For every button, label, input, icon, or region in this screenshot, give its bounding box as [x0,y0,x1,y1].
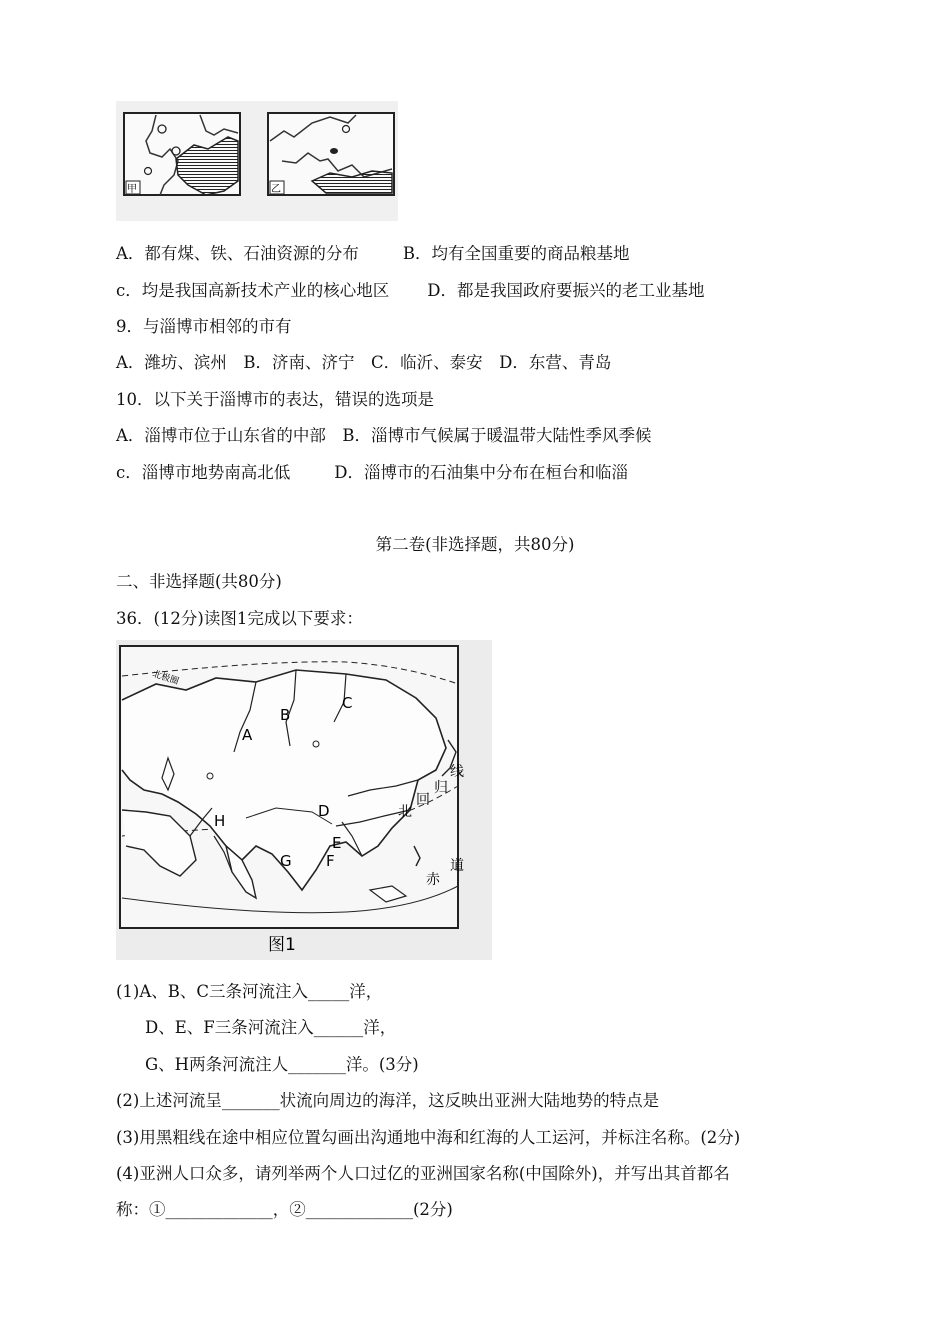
river-label-c: C [342,694,353,712]
tropic-label-hui: 回 [416,792,430,808]
equator-label-chi: 赤 [426,872,440,888]
map-caption: 图1 [268,935,296,955]
q9-options: A．潍坊、滨州 B．济南、济宁 C．临沂、泰安 D．东营、青岛 [116,353,612,372]
equator-label-dao: 道 [450,858,464,874]
tropic-label-bei: 北 [398,804,412,820]
q10-options-row1: A．淄博市位于山东省的中部 B．淄博市气候属于暖温带大陆性季风季候 [116,426,652,445]
inset-map-jia [124,113,240,195]
part2-title: 第二卷(非选择题，共80分) [375,535,575,554]
q36-part4-line1: (4)亚洲人口众多，请列举两个人口过亿的亚洲国家名称(中国除外)，并写出其首都名 [116,1164,730,1183]
q10-options-row2 [116,463,628,483]
q10-option-d: D．淄博市的石油集中分布在桓台和临淄 [334,463,628,482]
river-label-f: F [326,852,335,870]
river-label-e: E [332,834,342,852]
q36-part2: (2)上述河流呈_______状流向周边的海洋，这反映出亚洲大陆地势的特点是 [116,1091,660,1110]
tropic-label-xian: 线 [450,764,464,780]
q36-part1-line1: (1)A、B、C三条河流注入_____洋， [116,982,383,1001]
map-figure-jia-yi [116,101,398,221]
asia-river-map [116,640,492,960]
inset-label-jia: 甲 [127,184,137,195]
q8-option-a: A．都有煤、铁、石油资源的分布 [116,244,359,263]
q36-part3: (3)用黑粗线在途中相应位置勾画出沟通地中海和红海的人工运河，并标注名称。(2分) [116,1128,741,1147]
q8-options-row2 [116,281,704,301]
q36-stem: 36．(12分)读图1完成以下要求： [116,609,363,628]
inset-map-yi [268,113,394,195]
q8-options-row1 [116,244,630,264]
section-heading: 二、非选择题(共80分) [116,572,282,591]
tropic-label-gui: 归 [434,780,448,796]
river-label-h: H [214,812,226,830]
inset-label-yi: 乙 [271,184,281,195]
river-label-g: G [280,852,292,870]
q10-stem: 10．以下关于淄博市的表达，错误的选项是 [116,390,434,409]
river-label-a: A [242,726,253,744]
q8-option-b: B．均有全国重要的商品粮基地 [402,244,630,263]
q8-option-d: D．都是我国政府要振兴的老工业基地 [427,281,705,300]
q36-part4-line2: 称：①_____________，②_____________(2分) [116,1200,453,1219]
q36-part1-line2: D、E、F三条河流注入______洋， [145,1018,397,1037]
q9-stem: 9．与淄博市相邻的市有 [116,317,292,336]
q36-part1-line3: G、H两条河流注人_______洋。(3分) [145,1055,419,1074]
q8-option-c: c．均是我国高新技术产业的核心地区 [116,281,390,300]
q10-option-c: c．淄博市地势南高北低 [116,463,291,482]
arctic-circle-label: 北极圈 [151,669,180,688]
river-label-b: B [280,706,291,724]
river-label-d: D [318,802,330,820]
